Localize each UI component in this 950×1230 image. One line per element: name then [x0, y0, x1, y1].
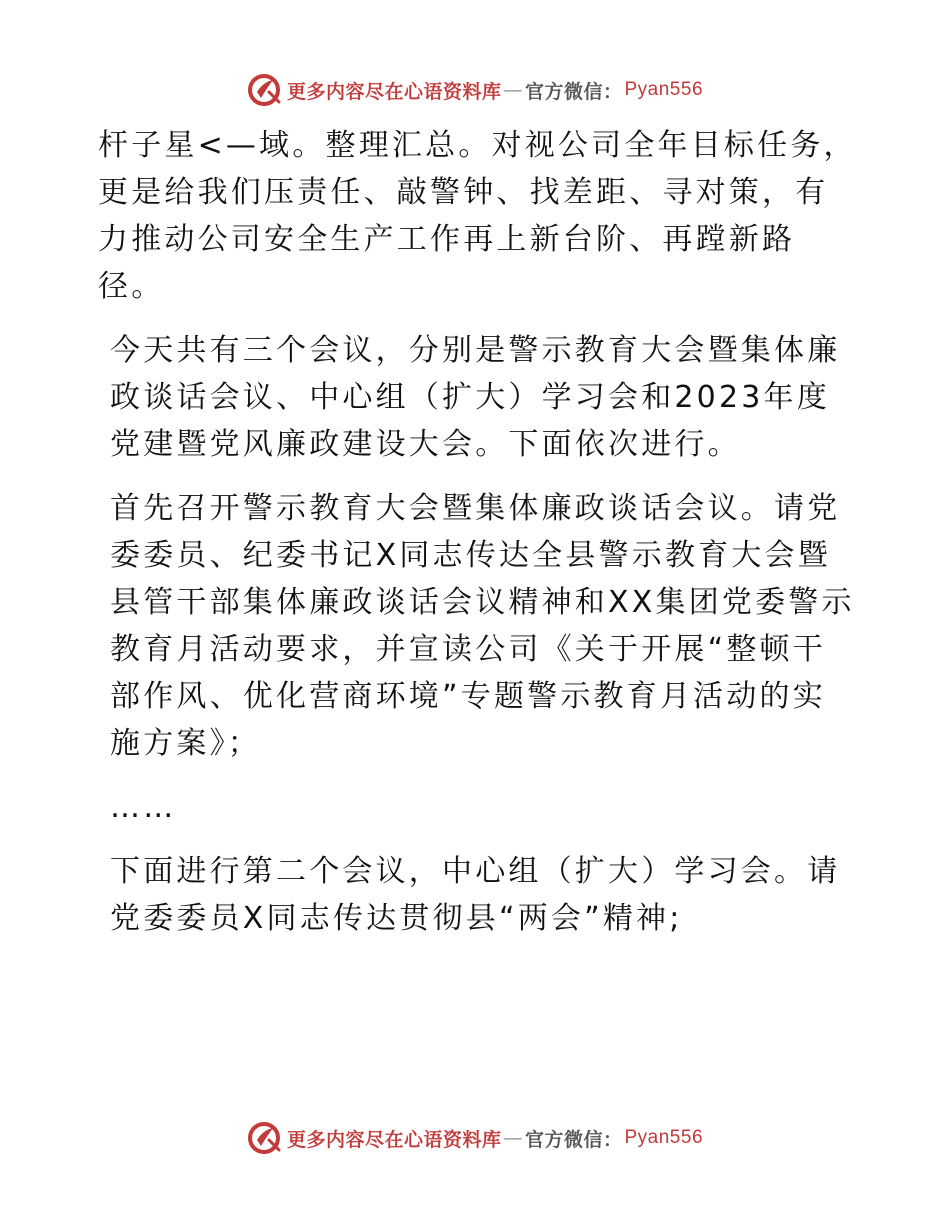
- brush-logo-icon: [247, 1120, 283, 1156]
- paragraph-3: 首先召开警示教育大会暨集体廉政谈话会议。请党委委员、纪委书记X同志传达全县警示教育大会暨县管干部集体廉政谈话会议精神和XX集团党委警示教育月活动要求，并宣读公司《关于开展“整顿干部作风、优化营商环境”专题警示教育月活动的实施方案》；: [110, 491, 855, 761]
- paragraph-5: 下面进行第二个会议，中心组（扩大）学习会。请党委委员X同志传达贯彻县“两会”精神;: [110, 854, 841, 936]
- paragraph-1: 杆子星<—域。整理汇总。对视公司全年目标任务，更是给我们压责任、敲警钟、找差距、寻对策，有力推动公司安全生产工作再上新台阶、再蹚新路径。: [98, 128, 857, 304]
- banner-separator: —: [503, 79, 523, 101]
- banner-wechat-id: Pyan556: [624, 1127, 704, 1148]
- banner-separator: —: [503, 1127, 523, 1149]
- banner-site-name: 更多内容尽在心语资料库: [286, 1128, 502, 1151]
- banner-site-name: 更多内容尽在心语资料库: [286, 80, 502, 103]
- brush-logo-icon: [247, 72, 283, 108]
- footer-banner: [0, 1118, 950, 1158]
- banner-wechat-id: Pyan556: [624, 79, 704, 100]
- paragraph-ellipsis: ……: [110, 790, 177, 825]
- header-banner: [0, 70, 950, 110]
- banner-official-label: 官方微信：: [524, 1128, 623, 1151]
- banner-official-label: 官方微信：: [524, 80, 623, 103]
- paragraph-2: 今天共有三个会议，分别是警示教育大会暨集体廉政谈话会议、中心组（扩大）学习会和2023年度党建暨党风廉政建设大会。下面依次进行。: [110, 333, 841, 462]
- document-body: [98, 122, 858, 959]
